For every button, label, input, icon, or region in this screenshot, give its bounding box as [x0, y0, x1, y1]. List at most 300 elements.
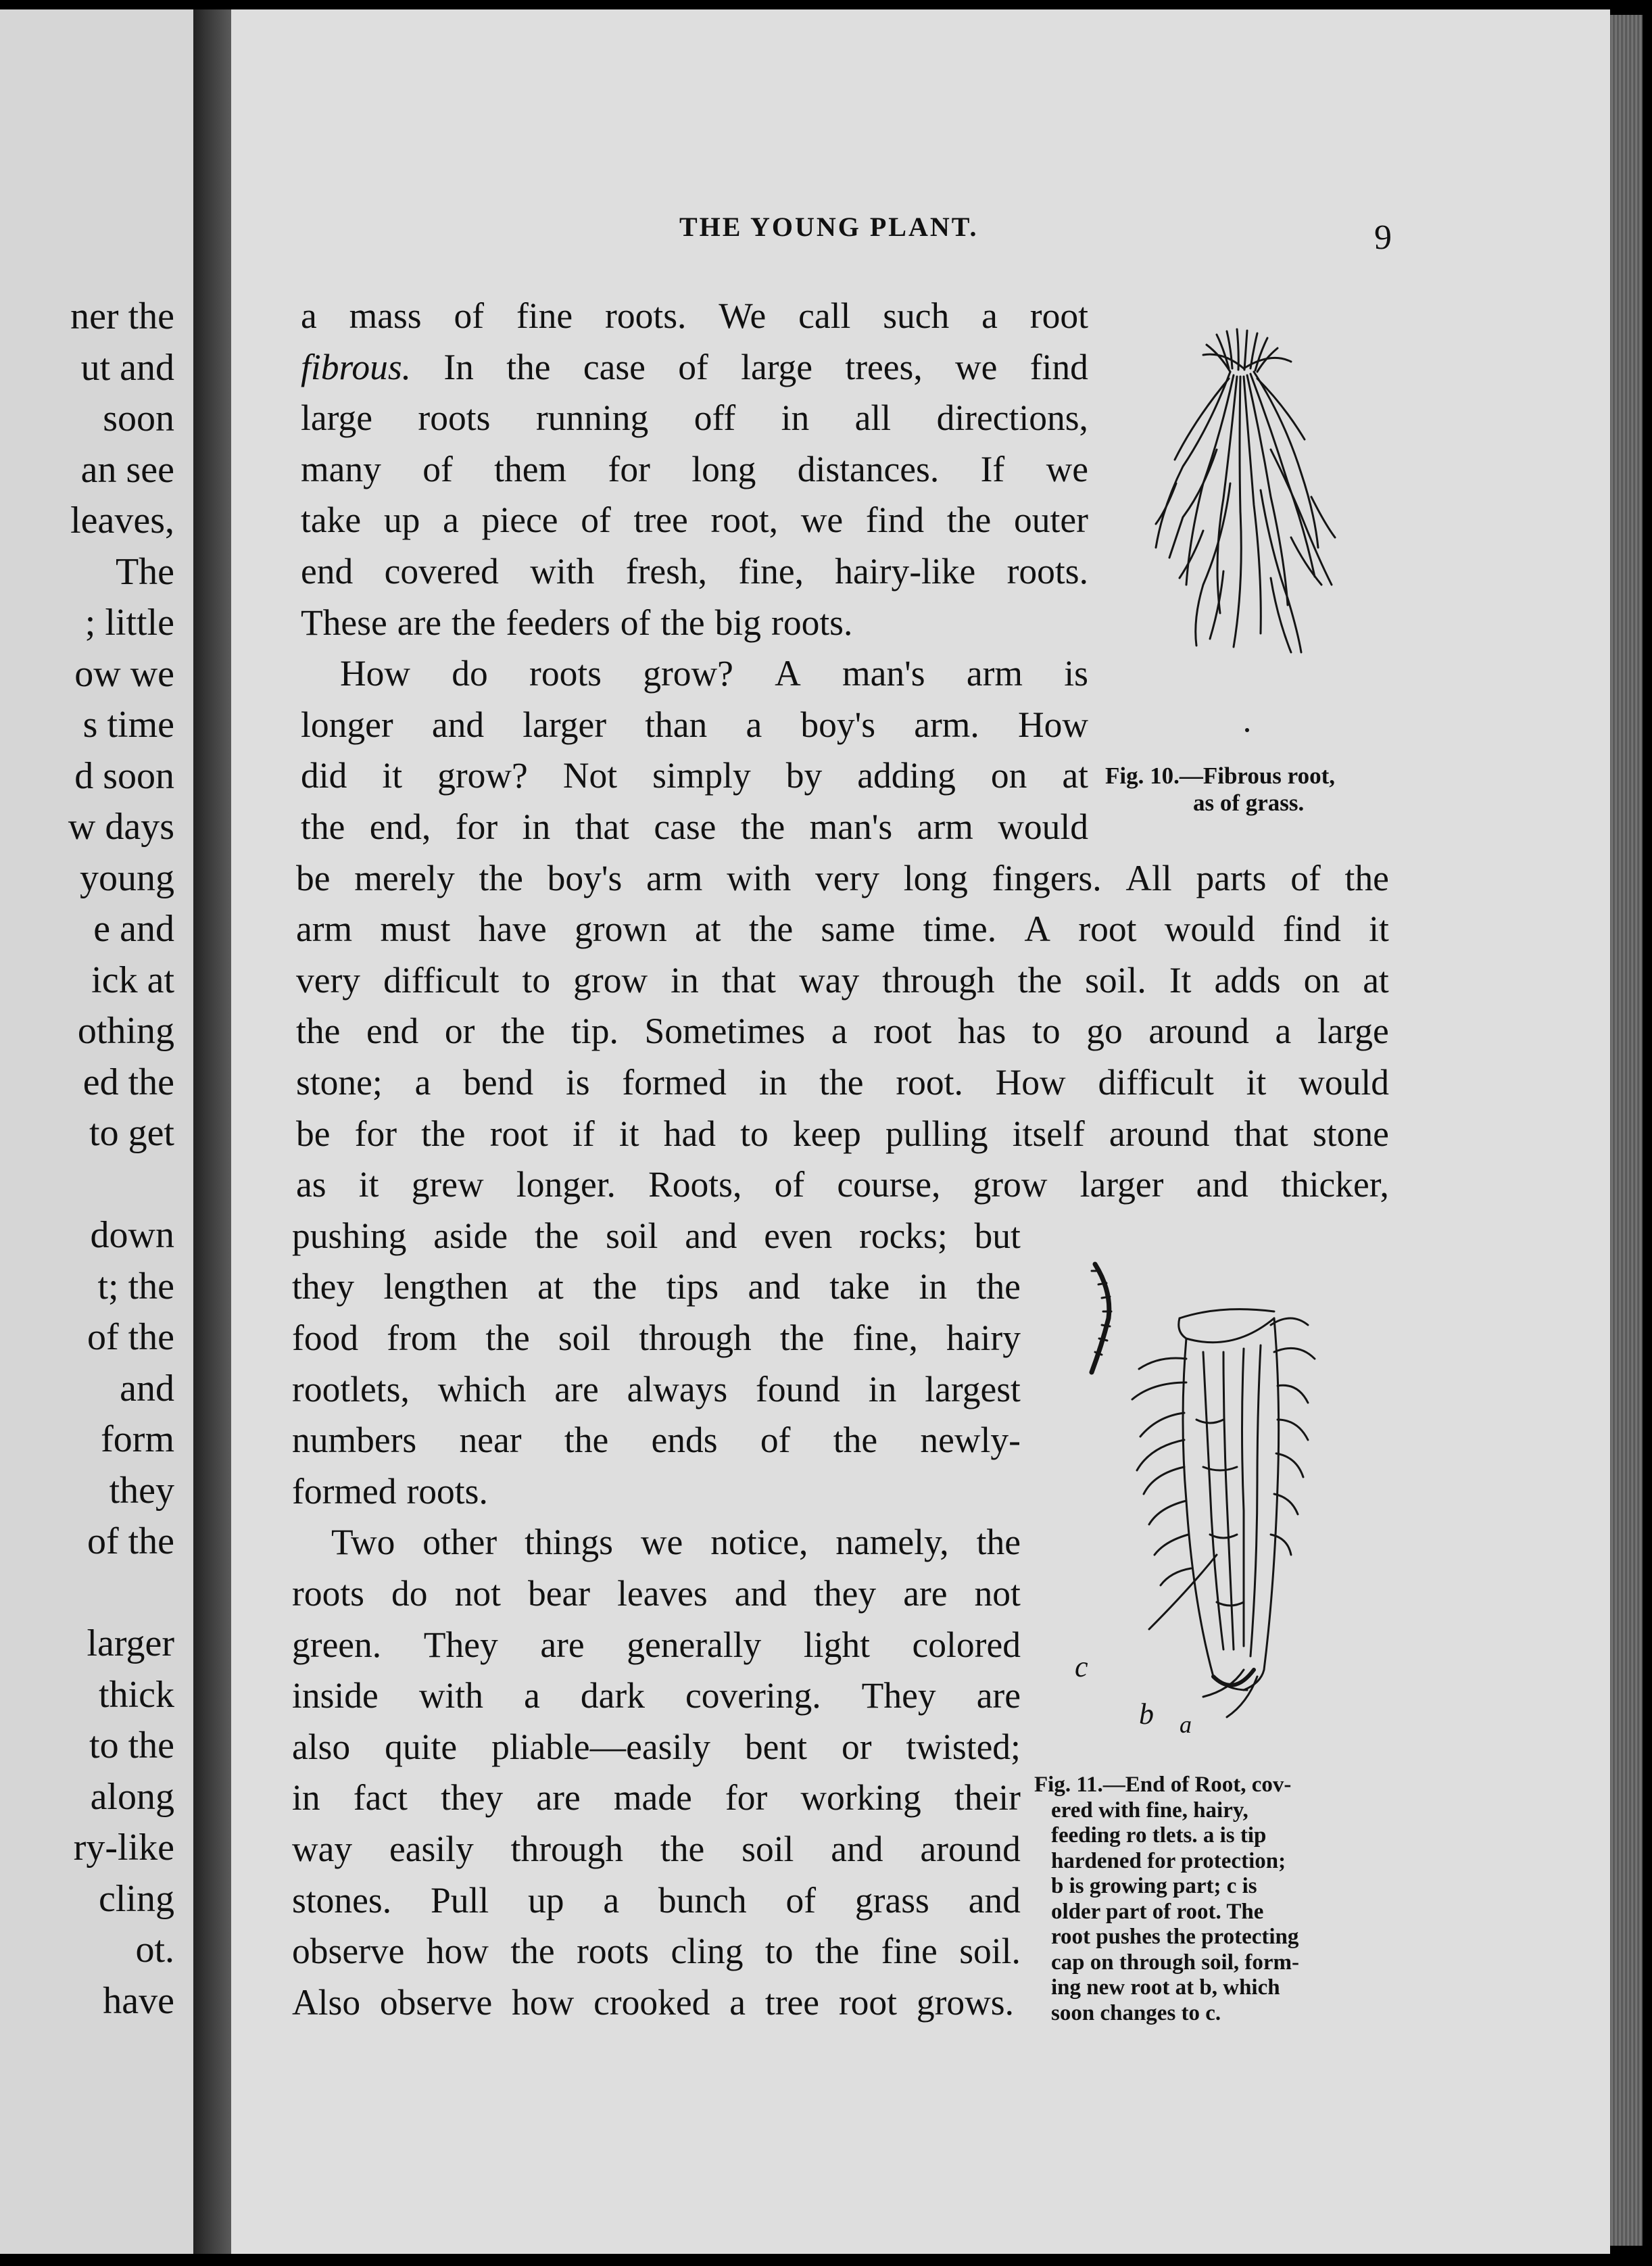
- word: boy's: [547, 857, 623, 898]
- left-page-line: ut and: [80, 346, 174, 389]
- word: they: [814, 1573, 877, 1614]
- word: working: [800, 1777, 921, 1818]
- word: the: [976, 1522, 1021, 1563]
- word: roots: [529, 653, 602, 694]
- word: roots.: [406, 1470, 488, 1512]
- word: and: [1196, 1164, 1248, 1205]
- word: the: [564, 1420, 609, 1461]
- word: roots: [418, 397, 491, 439]
- word: piece: [481, 500, 558, 541]
- word: the: [819, 1062, 864, 1103]
- word: fine,: [738, 551, 804, 592]
- word: larger: [523, 704, 607, 745]
- word: also: [292, 1726, 351, 1767]
- body-line: [292, 1877, 1021, 1924]
- word: the: [593, 1266, 637, 1307]
- word: If: [980, 448, 1005, 489]
- word: are: [554, 1368, 599, 1409]
- word: largest: [925, 1368, 1021, 1409]
- word: namely,: [835, 1522, 949, 1563]
- left-page-line: thick: [99, 1673, 174, 1716]
- word: numbers: [292, 1420, 417, 1461]
- word: roots: [292, 1573, 364, 1614]
- word: that: [1234, 1113, 1288, 1154]
- word: arm.: [914, 704, 979, 745]
- word: is: [565, 1062, 590, 1103]
- body-line: [292, 1927, 1021, 1975]
- word: tree: [764, 1981, 819, 2023]
- word: be: [296, 857, 331, 898]
- word: must: [380, 909, 451, 950]
- word: inside: [292, 1675, 379, 1716]
- word: the: [660, 1829, 705, 1869]
- word: arm: [917, 806, 973, 847]
- word: a: [981, 295, 998, 336]
- word: distances.: [797, 448, 940, 489]
- word: grow?: [437, 755, 528, 796]
- word: course,: [837, 1164, 941, 1205]
- word: with: [530, 551, 595, 592]
- left-page-line: ick at: [91, 959, 174, 1001]
- fibrous-root-illustration: [1136, 314, 1379, 747]
- word: find: [1282, 909, 1341, 950]
- body-line: [292, 1723, 1021, 1770]
- body-line: [292, 1212, 1021, 1259]
- word: root: [1078, 909, 1137, 950]
- word: other: [422, 1522, 497, 1563]
- caption-line: as of grass.: [1193, 790, 1305, 816]
- word: end,: [369, 806, 431, 847]
- word: feeders: [506, 602, 610, 643]
- word: even: [764, 1215, 833, 1256]
- word: take: [829, 1266, 890, 1307]
- word: at: [537, 1266, 564, 1307]
- left-page-line: s time: [82, 704, 174, 746]
- word: grows.: [916, 1981, 1014, 2023]
- word: root: [1029, 295, 1088, 336]
- body-line: [292, 1570, 1021, 1617]
- word: pushing: [292, 1215, 407, 1256]
- word: and: [831, 1829, 883, 1869]
- word: fine,: [852, 1318, 918, 1358]
- word: Sometimes: [644, 1011, 806, 1052]
- word: hairy-like: [835, 551, 976, 592]
- word: it: [1246, 1062, 1267, 1103]
- word: tree: [633, 500, 688, 541]
- word: roots.: [1006, 551, 1088, 592]
- word: a: [443, 500, 459, 541]
- word: around: [1148, 1011, 1249, 1052]
- word: simply: [652, 755, 751, 796]
- word: green.: [292, 1624, 382, 1665]
- word: that: [721, 959, 777, 1001]
- word: the: [1344, 857, 1389, 898]
- body-line: [301, 803, 1088, 850]
- word: twisted;: [906, 1726, 1021, 1767]
- body-line: [296, 957, 1389, 1004]
- word: outer: [1013, 500, 1088, 541]
- word: tips: [666, 1266, 719, 1307]
- word: observe: [292, 1931, 405, 1972]
- word: way: [799, 959, 860, 1001]
- word: a: [301, 295, 317, 336]
- word: merely: [354, 857, 455, 898]
- word: be: [296, 1113, 331, 1154]
- word: a: [729, 1981, 746, 2023]
- body-line: [292, 1979, 1014, 2026]
- word: the: [479, 857, 523, 898]
- word: generally: [627, 1624, 762, 1665]
- word: longer.: [516, 1164, 616, 1205]
- caption-line: b is growing part; c is: [1051, 1874, 1257, 1898]
- word: trees,: [845, 346, 923, 387]
- left-page-line: ry-like: [73, 1827, 174, 1869]
- word: How: [1017, 704, 1088, 745]
- word: root.: [896, 1062, 963, 1103]
- word: stone;: [296, 1062, 383, 1103]
- word: the: [748, 909, 794, 950]
- body-line: [292, 1672, 1021, 1719]
- word: bent: [744, 1726, 808, 1767]
- word: rocks;: [859, 1215, 948, 1256]
- word: do: [391, 1573, 428, 1614]
- word: to: [740, 1113, 769, 1154]
- body-line: [301, 343, 1088, 391]
- word: It: [1169, 959, 1192, 1001]
- root-tip-illustration: [1068, 1251, 1386, 1737]
- left-page-line: ; little: [84, 602, 174, 644]
- body-line: [292, 1366, 1021, 1413]
- left-page-line: and: [120, 1367, 174, 1409]
- body-line: [301, 394, 1088, 441]
- word: directions,: [936, 397, 1088, 439]
- word: the: [421, 1113, 466, 1154]
- word: find: [865, 500, 925, 541]
- word: man's: [809, 806, 893, 847]
- left-page-line: they: [109, 1469, 174, 1512]
- left-page-line: othing: [77, 1010, 174, 1052]
- word: it: [382, 755, 403, 796]
- word: grass: [854, 1879, 929, 1921]
- word: the: [815, 1931, 860, 1972]
- word: fingers.: [992, 857, 1102, 898]
- word: how: [426, 1931, 489, 1972]
- word: how: [512, 1981, 575, 2023]
- word: itself: [1012, 1113, 1085, 1154]
- word: than: [645, 704, 708, 745]
- word: time.: [923, 909, 997, 950]
- word: of: [785, 1879, 817, 1921]
- left-page-line: w days: [68, 806, 174, 848]
- word: or: [444, 1011, 475, 1052]
- word: do: [452, 653, 488, 694]
- word: or: [841, 1726, 872, 1767]
- word: colored: [912, 1624, 1021, 1665]
- word: rootlets,: [292, 1368, 410, 1409]
- word: long: [903, 857, 968, 898]
- word: root: [489, 1113, 548, 1154]
- word: A: [775, 653, 801, 694]
- word: the: [506, 346, 551, 387]
- word: big: [714, 602, 762, 643]
- word: the: [1017, 959, 1063, 1001]
- word: grow: [973, 1164, 1048, 1205]
- word: a: [524, 1675, 540, 1716]
- caption-line: Fig. 10.—Fibrous root,: [1105, 763, 1335, 789]
- word: are: [397, 602, 442, 643]
- word: covered: [384, 551, 499, 592]
- body-line: [296, 905, 1389, 953]
- word: did: [301, 755, 347, 796]
- word: a: [1275, 1011, 1292, 1052]
- word: adding: [857, 755, 956, 796]
- word: of: [620, 602, 651, 643]
- word: it: [1369, 909, 1389, 950]
- left-page-line: to the: [89, 1725, 174, 1766]
- word: running: [535, 397, 649, 439]
- word: the: [534, 1215, 579, 1256]
- word: Also: [292, 1981, 361, 2023]
- page-number: 9: [1374, 218, 1392, 257]
- word: mass: [349, 295, 422, 336]
- word: thicker,: [1281, 1164, 1389, 1205]
- word: them: [494, 448, 567, 489]
- word: a: [831, 1011, 848, 1052]
- label-c: c: [1075, 1650, 1088, 1683]
- word: All: [1125, 857, 1172, 898]
- caption-line: soon changes to c.: [1051, 2000, 1221, 2025]
- word: fresh,: [625, 551, 708, 592]
- left-page-line: t; the: [97, 1265, 174, 1307]
- word: crooked: [593, 1981, 710, 2023]
- word: A: [1024, 909, 1050, 950]
- word: arm: [296, 909, 353, 950]
- word: not: [454, 1573, 501, 1614]
- figure-10-caption: [1105, 763, 1335, 817]
- word: a: [603, 1879, 620, 1921]
- word: all: [854, 397, 892, 439]
- word: very: [815, 857, 880, 898]
- word: large: [301, 397, 372, 439]
- label-a: a: [1180, 1711, 1192, 1738]
- word: case: [583, 346, 646, 387]
- word: at: [1363, 959, 1389, 1001]
- word: and: [734, 1573, 787, 1614]
- word: grown: [575, 909, 667, 950]
- word: lengthen: [383, 1266, 508, 1307]
- word: of: [678, 346, 708, 387]
- caption-line: older part of root. The: [1051, 1899, 1264, 1924]
- caption-line: ing new root at b, which: [1051, 1975, 1280, 2000]
- body-line: [296, 854, 1389, 902]
- word: from: [387, 1318, 458, 1358]
- left-page-line: have: [103, 1979, 174, 2022]
- word: in: [868, 1368, 897, 1409]
- word: fine: [881, 1931, 938, 1972]
- word: of: [422, 448, 453, 489]
- word: of: [760, 1420, 791, 1461]
- word: up: [383, 500, 420, 541]
- body-line: [301, 292, 1088, 339]
- word: the: [740, 806, 785, 847]
- word: large: [1317, 1011, 1389, 1052]
- left-page-line: to get: [89, 1112, 174, 1154]
- body-line: [301, 496, 1088, 544]
- word: fibrous.: [301, 346, 412, 387]
- word: as: [296, 1164, 326, 1205]
- left-page-line: cling: [99, 1877, 174, 1920]
- left-page-line: ner the: [70, 295, 174, 337]
- word: tip.: [571, 1011, 618, 1052]
- word: for: [725, 1777, 768, 1818]
- word: in: [919, 1266, 948, 1307]
- word: arm: [966, 653, 1023, 694]
- word: newly-: [920, 1420, 1021, 1461]
- body-line: [292, 1263, 1021, 1310]
- word: soil.: [1085, 959, 1146, 1001]
- word: it: [618, 1113, 639, 1154]
- word: go: [1086, 1011, 1123, 1052]
- word: for: [455, 806, 498, 847]
- left-page-line: leaves,: [70, 500, 174, 541]
- word: man's: [842, 653, 925, 694]
- word: with: [418, 1675, 483, 1716]
- word: the: [946, 500, 992, 541]
- word: in: [781, 397, 810, 439]
- word: in: [758, 1062, 787, 1103]
- word: off: [694, 397, 736, 439]
- word: We: [719, 295, 767, 336]
- word: at: [694, 909, 721, 950]
- word: end: [366, 1011, 419, 1052]
- word: to: [764, 1931, 794, 1972]
- word: would: [1164, 909, 1255, 950]
- word: way: [292, 1829, 353, 1869]
- left-page-line: soon: [103, 397, 174, 439]
- body-line: [292, 1774, 1021, 1821]
- caption-line: cap on through soil, form-: [1051, 1950, 1299, 1975]
- word: food: [292, 1318, 359, 1358]
- word: roots.: [605, 295, 687, 336]
- word: not: [974, 1573, 1021, 1614]
- word: arm: [646, 857, 703, 898]
- word: large: [741, 346, 813, 387]
- caption-line: feeding ro tlets. a is tip: [1051, 1823, 1267, 1848]
- word: the: [296, 1011, 341, 1052]
- word: difficult: [383, 959, 500, 1001]
- word: cling: [671, 1931, 744, 1972]
- word: a: [746, 704, 762, 745]
- body-line: [301, 548, 1088, 595]
- word: adds: [1214, 959, 1281, 1001]
- word: find: [1029, 346, 1088, 387]
- word: boy's: [800, 704, 876, 745]
- word: grow?: [643, 653, 733, 694]
- word: the: [485, 1318, 530, 1358]
- word: a: [414, 1062, 431, 1103]
- word: light: [803, 1624, 870, 1665]
- word: bear: [527, 1573, 591, 1614]
- word: we: [955, 346, 998, 387]
- word: aside: [433, 1215, 508, 1256]
- word: easily: [389, 1829, 474, 1869]
- word: through: [639, 1318, 752, 1358]
- word: the: [976, 1266, 1021, 1307]
- caption-line: hardened for protection;: [1051, 1848, 1286, 1873]
- body-line: [296, 1059, 1389, 1106]
- word: the: [301, 806, 345, 847]
- word: Two: [331, 1522, 395, 1563]
- body-line: [301, 752, 1088, 799]
- word: made: [613, 1777, 692, 1818]
- left-page-line: along: [90, 1775, 174, 1818]
- word: stones.: [292, 1879, 392, 1921]
- word: that: [575, 806, 629, 847]
- word: of: [581, 500, 611, 541]
- word: fact: [353, 1777, 408, 1818]
- body-line: [331, 1518, 1021, 1566]
- word: near: [459, 1420, 522, 1461]
- word: we: [800, 500, 844, 541]
- word: of: [454, 295, 485, 336]
- word: is: [1064, 653, 1088, 694]
- body-line: [292, 1416, 1021, 1464]
- word: with: [727, 857, 792, 898]
- word: grow: [573, 959, 648, 1001]
- word: which: [437, 1368, 527, 1409]
- word: had: [663, 1113, 716, 1154]
- word: long: [691, 448, 756, 489]
- word: they: [292, 1266, 355, 1307]
- word: up: [528, 1879, 564, 1921]
- word: pulling: [885, 1113, 988, 1154]
- word: formed: [292, 1470, 397, 1512]
- word: has: [958, 1011, 1006, 1052]
- word: soil: [742, 1829, 794, 1869]
- word: around: [1109, 1113, 1210, 1154]
- word: have: [478, 909, 547, 950]
- body-line: [292, 1314, 1021, 1361]
- word: very: [296, 959, 361, 1001]
- word: hairy: [946, 1318, 1021, 1358]
- word: leaves: [617, 1573, 708, 1614]
- word: stone: [1312, 1113, 1389, 1154]
- word: for: [608, 448, 650, 489]
- word: and: [968, 1879, 1021, 1921]
- body-line: [301, 599, 863, 646]
- word: it: [358, 1164, 379, 1205]
- word: How: [995, 1062, 1066, 1103]
- word: would: [998, 806, 1088, 847]
- body-line: [296, 1110, 1389, 1157]
- word: observe: [379, 1981, 493, 2023]
- word: they: [441, 1777, 504, 1818]
- word: roots.: [771, 602, 853, 643]
- body-line: [292, 1468, 498, 1515]
- word: the: [510, 1931, 555, 1972]
- word: we: [640, 1522, 683, 1563]
- word: In: [443, 346, 474, 387]
- word: covering.: [685, 1675, 821, 1716]
- word: same: [821, 909, 896, 950]
- word: in: [292, 1777, 320, 1818]
- word: in: [522, 806, 551, 847]
- left-page: [0, 9, 193, 2254]
- word: for: [354, 1113, 397, 1154]
- word: the: [833, 1420, 878, 1461]
- word: if: [573, 1113, 595, 1154]
- left-page-line: The: [115, 550, 174, 593]
